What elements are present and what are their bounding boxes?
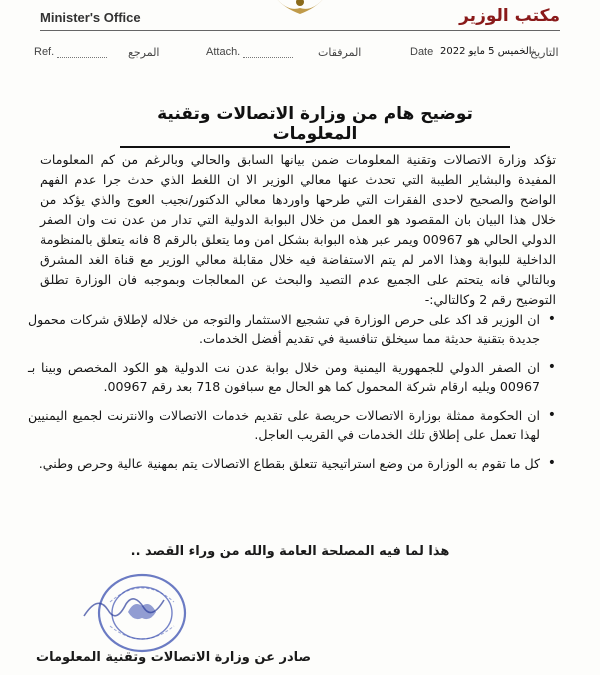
date-label-ar: التاريخ <box>530 46 559 59</box>
attach-label-ar: المرفقات <box>318 46 362 59</box>
eagle-emblem-icon <box>272 0 328 16</box>
list-item: • ان الحكومة ممثلة بوزارة الاتصالات حريصة على تقديم خدمات الاتصالات والانترنت لجميع اليمنيين لهذا تعمل على إطلاق تلك الخدمات في القريب العاجل. <box>28 406 556 444</box>
intro-paragraph <box>40 150 556 310</box>
list-item: • ان الوزير قد اكد على حرص الوزارة في تشجيع الاستثمار والتوجه من خلاله لإطلاق شركات محمول جديدة بتقنية حديثة مما سيخلق تنافسية في تقديم أفضل الخدمات. <box>28 310 556 348</box>
header-top-rule <box>40 0 220 6</box>
date-label-en: Date <box>410 46 434 58</box>
attach-label-en: Attach. <box>206 46 293 58</box>
closing-statement: هذا لما فيه المصلحة العامة والله من وراء القصد .. <box>130 544 450 559</box>
issued-by: صادر عن وزارة الاتصالات وتقنية المعلومات <box>36 650 312 665</box>
clarification-list <box>28 310 556 483</box>
ref-label-ar: المرجع <box>128 46 160 59</box>
office-name-ar: مكتب الوزير <box>459 6 560 26</box>
list-item: • ان الصفر الدولي للجمهورية اليمنية ومن خلال بوابة عدن نت الدولية هو الكود المخصص وبينا بـ 00967 ويليه ارقام شركة المحمول كما هو الحال مع سبافون 718 بعد رقم 00967. <box>28 358 556 396</box>
office-name-en: Minister's Office <box>40 10 141 25</box>
paragraph: تؤكد وزارة الاتصالات وتقنية المعلومات ضمن بيانها السابق والحالي وبالرغم من كم المعلومات المفيدة والبشاير الطيبة التي تحدث عنها معالي الوزير الا ان اللغط الذي حدث جرا عدم الفهم الواضح والصحيح لاحدى الفقرات التي طرحها واوردها معالي الدكتور/نجيب العوج والذي يؤكد من خلال هذا البيان بان المقصود هو العمل من خلال البوابة الدولية التي تدار من عدن نت وان الصفر الدولي الحالي هو 00967 ويمر عبر هذه البوابة بشكل امن وما يتعلق بالرقم 8 فانه يتعلق بالمنظومة الداخلية للبوابة وهذا الامر لم يتم الاستفاضة فيه خلال مقابلة معالي الوزير مع قناة الغد المشرق وبالتالي فانه يتحتم على الجميع عدم التصيد والبحث عن المعالجات وبموجبه فان الوزارة تطلق التوضيح رقم 2 وكالتالي:- <box>40 152 556 307</box>
date-value: الخميس 5 مايو 2022 <box>440 46 532 57</box>
signature-icon <box>78 588 168 628</box>
ref-label-en: Ref. <box>34 46 107 58</box>
page-title: توضيح هام من وزارة الاتصالات وتقنية المعلومات <box>120 104 510 148</box>
list-item: • كل ما تقوم به الوزارة من وضع استراتيجية تتعلق بقطاع الاتصالات يتم بمهنية عالية وحرص وطني. <box>28 454 556 473</box>
header-divider <box>40 30 560 31</box>
